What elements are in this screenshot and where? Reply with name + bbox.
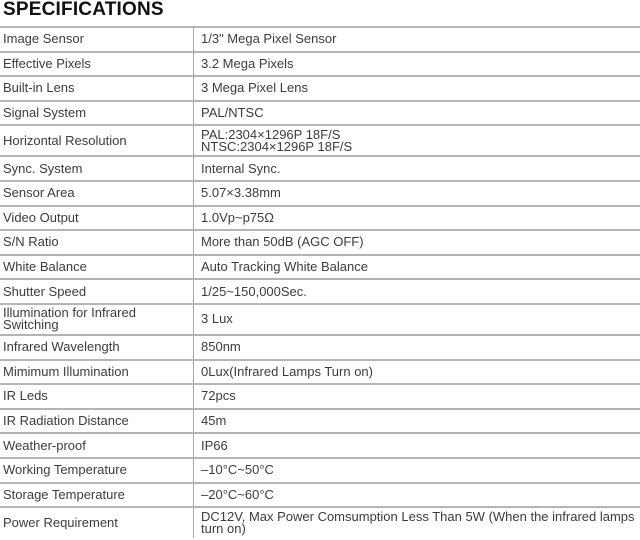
- table-row: [0, 507, 640, 538]
- spec-label: IR Leds: [0, 384, 194, 409]
- spec-label: Working Temperature: [0, 458, 194, 483]
- spec-value: More than 50dB (AGC OFF): [194, 230, 640, 255]
- table-row: [0, 156, 640, 181]
- spec-label: Built-in Lens: [0, 76, 194, 101]
- spec-value: Auto Tracking White Balance: [194, 255, 640, 280]
- table-row: [0, 483, 640, 508]
- spec-label: [0, 304, 194, 335]
- spec-value-line-2: turn on): [201, 521, 246, 537]
- spec-value: 1/3" Mega Pixel Sensor: [194, 27, 640, 52]
- table-row: [0, 125, 640, 156]
- table-row: [0, 335, 640, 360]
- spec-label: Signal System: [0, 101, 194, 126]
- spec-value: 1/25~150,000Sec.: [194, 279, 640, 304]
- table-row: [0, 230, 640, 255]
- spec-label: Sync. System: [0, 156, 194, 181]
- table-row: [0, 181, 640, 206]
- page-title: SPECIFICATIONS: [3, 0, 164, 20]
- table-row: [0, 206, 640, 231]
- spec-value-line-1: PAL:2304×1296P 18F/S: [201, 126, 341, 142]
- spec-label: S/N Ratio: [0, 230, 194, 255]
- spec-value: 0Lux(Infrared Lamps Turn on): [194, 360, 640, 385]
- table-row: [0, 52, 640, 77]
- spec-label: Effective Pixels: [0, 52, 194, 77]
- spec-value: [194, 507, 640, 538]
- spec-label: Horizontal Resolution: [0, 125, 194, 156]
- table-row: [0, 255, 640, 280]
- spec-label: Power Requirement: [0, 507, 194, 538]
- spec-value: 45m: [194, 409, 640, 434]
- table-row: [0, 384, 640, 409]
- spec-value: 5.07×3.38mm: [194, 181, 640, 206]
- table-row: [0, 27, 640, 52]
- spec-value: 3 Lux: [194, 304, 640, 335]
- spec-value: 1.0Vp~p75Ω: [194, 206, 640, 231]
- spec-value-line-1: DC12V, Max Power Comsumption Less Than 5W (When the infrared lamps: [201, 509, 635, 525]
- specifications-table: [0, 26, 640, 538]
- spec-value: IP66: [194, 433, 640, 458]
- spec-value: PAL/NTSC: [194, 101, 640, 126]
- spec-label: Infrared Wavelength: [0, 335, 194, 360]
- table-row: [0, 76, 640, 101]
- spec-value-line-2: NTSC:2304×1296P 18F/S: [201, 138, 353, 154]
- table-row: [0, 101, 640, 126]
- spec-value: 850nm: [194, 335, 640, 360]
- spec-label-line-1: Illumination for Infrared: [3, 305, 136, 321]
- spec-value: Internal Sync.: [194, 156, 640, 181]
- table-row: [0, 360, 640, 385]
- spec-value: –10°C~50°C: [194, 458, 640, 483]
- spec-value: –20°C~60°C: [194, 483, 640, 508]
- spec-label: Weather-proof: [0, 433, 194, 458]
- table-row: [0, 458, 640, 483]
- spec-label: Shutter Speed: [0, 279, 194, 304]
- table-row: [0, 279, 640, 304]
- spec-label: IR Radiation Distance: [0, 409, 194, 434]
- spec-value: 3 Mega Pixel Lens: [194, 76, 640, 101]
- spec-label: Video Output: [0, 206, 194, 231]
- table-row: [0, 304, 640, 335]
- spec-label-line-2: Switching: [3, 317, 59, 333]
- table-row: [0, 409, 640, 434]
- spec-value: 72pcs: [194, 384, 640, 409]
- spec-label: Storage Temperature: [0, 483, 194, 508]
- spec-label: Mimimum Illumination: [0, 360, 194, 385]
- table-row: [0, 433, 640, 458]
- spec-label: Sensor Area: [0, 181, 194, 206]
- spec-label: Image Sensor: [0, 27, 194, 52]
- spec-value: 3.2 Mega Pixels: [194, 52, 640, 77]
- spec-value: [194, 125, 640, 156]
- spec-label: White Balance: [0, 255, 194, 280]
